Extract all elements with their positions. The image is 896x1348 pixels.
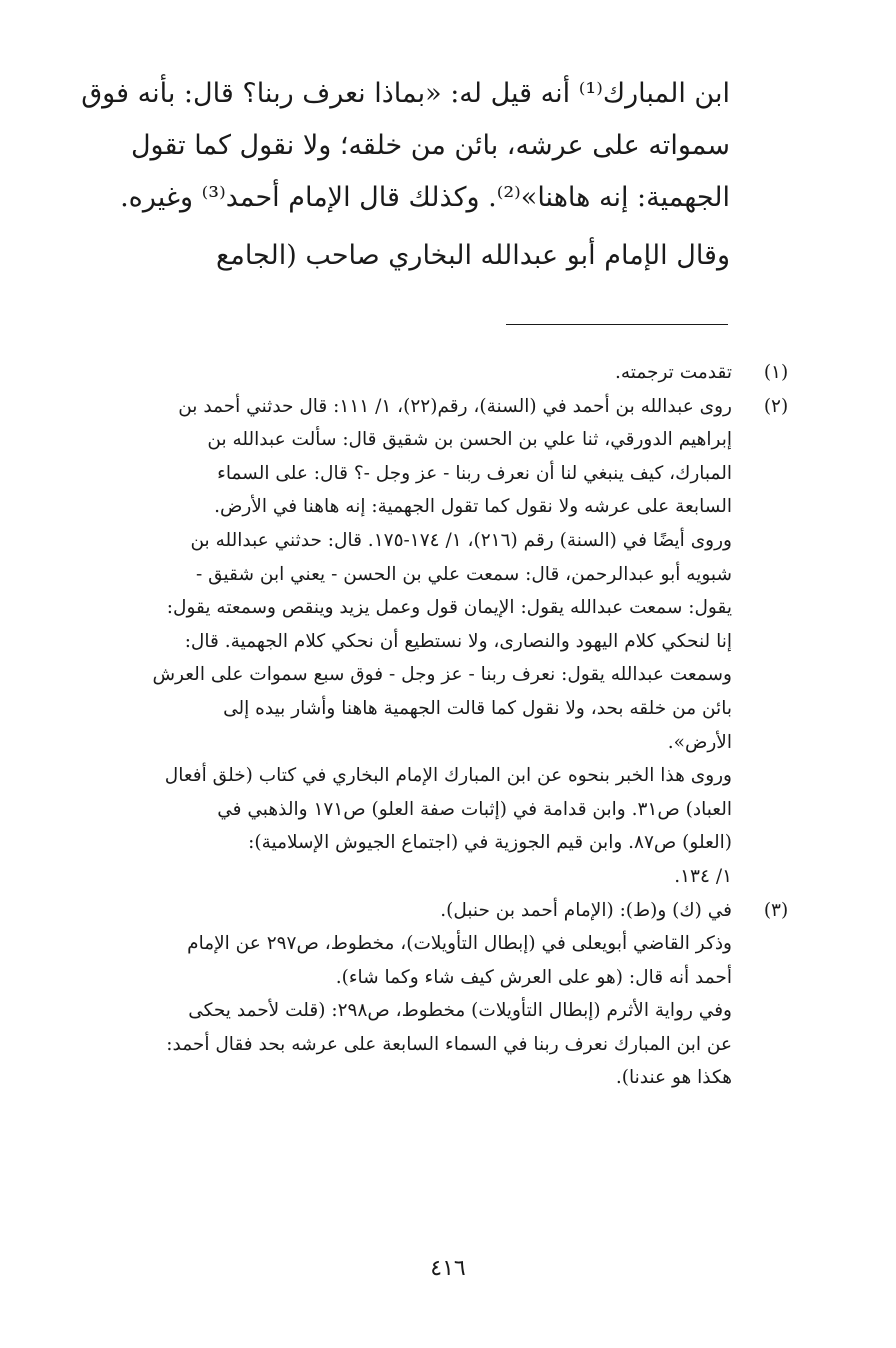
footnote-number: (١)	[763, 362, 789, 383]
main-line: وقال الإمام أبو عبدالله البخاري صاحب (الجامع	[216, 240, 730, 271]
footnote-line: ١/ ١٣٤.	[674, 865, 732, 887]
main-line: سمواته على عرشه، بائن من خلقه؛ ولا نقول كما تقول	[130, 130, 730, 161]
footnotes	[56, 356, 789, 1095]
footnote-line: وفي رواية الأثرم (إبطال التأويلات) مخطوط، ص٢٩٨: (قلت لأحمد يحكى	[188, 1000, 732, 1022]
footnote-1	[56, 356, 789, 390]
footnote-line: إنا لنحكي كلام اليهود والنصارى، ولا نستطيع أن نحكي كلام الجهمية. قال:	[184, 630, 732, 652]
footnote-line: وروى أيضًا في (السنة) رقم (٢١٦)، ١/ ١٧٤-١٧٥. قال: حدثني عبدالله بن	[190, 529, 732, 551]
footnote-line: (العلو) ص٨٧. وابن قيم الجوزية في (اجتماع الجيوش الإسلامية):	[248, 832, 732, 854]
footnote-number: (٣)	[763, 899, 789, 921]
footnote-2	[56, 390, 789, 894]
footnote-line: أحمد أنه قال: (هو على العرش كيف شاء وكما شاء).	[335, 966, 732, 988]
footnote-line: هكذا هو عندنا).	[615, 1067, 732, 1089]
footnote-line: تقدمت ترجمته.	[614, 362, 732, 383]
footnote-line: السابعة على عرشه ولا نقول كما تقول الجهمية: إنه هاهنا في الأرض.	[214, 496, 732, 518]
footnote-line: وسمعت عبدالله يقول: نعرف ربنا - عز وجل - فوق سبع سموات على العرش	[152, 664, 732, 686]
footnote-number: (٢)	[763, 395, 789, 417]
footnote-3	[56, 894, 789, 1096]
footnote-separator	[506, 324, 728, 325]
footnote-line: روى عبدالله بن أحمد في (السنة)، رقم(٢٢)، ١/ ١١١: قال حدثني أحمد بن	[178, 395, 732, 417]
footnote-line: في (ك) و(ط): (الإمام أحمد بن حنبل).	[440, 899, 732, 921]
footnote-line: العباد) ص٣١. وابن قدامة في (إثبات صفة العلو) ص١٧١ والذهبي في	[217, 798, 732, 820]
footnote-line: وروى هذا الخبر بنحوه عن ابن المبارك الإمام البخاري في كتاب (خلق أفعال	[164, 765, 732, 787]
footnote-line: عن ابن المبارك نعرف ربنا في السماء السابعة على عرشه بحد فقال أحمد:	[166, 1033, 732, 1055]
footnote-line: يقول: سمعت عبدالله يقول: الإيمان قول وعمل يزيد وينقص وسمعته يقول:	[166, 597, 732, 619]
main-line: الجهمية: إنه هاهنا»⁽²⁾. وكذلك قال الإمام أحمد⁽³⁾ وغيره.	[120, 182, 730, 213]
footnote-line: المبارك، كيف ينبغي لنا أن نعرف ربنا - عز وجل -؟ قال: على السماء	[217, 462, 732, 484]
footnote-line: وذكر القاضي أبويعلى في (إبطال التأويلات)، مخطوط، ص٢٩٧ عن الإمام	[187, 933, 732, 955]
footnote-line: بائن من خلقه بحد، ولا نقول كما قالت الجهمية هاهنا وأشار بيده إلى	[223, 697, 732, 719]
page-number: ٤١٦	[430, 1256, 466, 1281]
main-text	[54, 68, 730, 282]
footnote-line: إبراهيم الدورقي، ثنا علي بن الحسن بن شقيق قال: سألت عبدالله بن	[207, 429, 732, 451]
main-line: ابن المبارك⁽¹⁾ أنه قيل له: «بماذا نعرف ربنا؟ قال: بأنه فوق	[81, 78, 730, 109]
footnote-line: الأرض».	[667, 731, 732, 753]
footnote-line: شبويه أبو عبدالرحمن، قال: سمعت علي بن الحسن - يعني ابن شقيق -	[195, 563, 732, 585]
